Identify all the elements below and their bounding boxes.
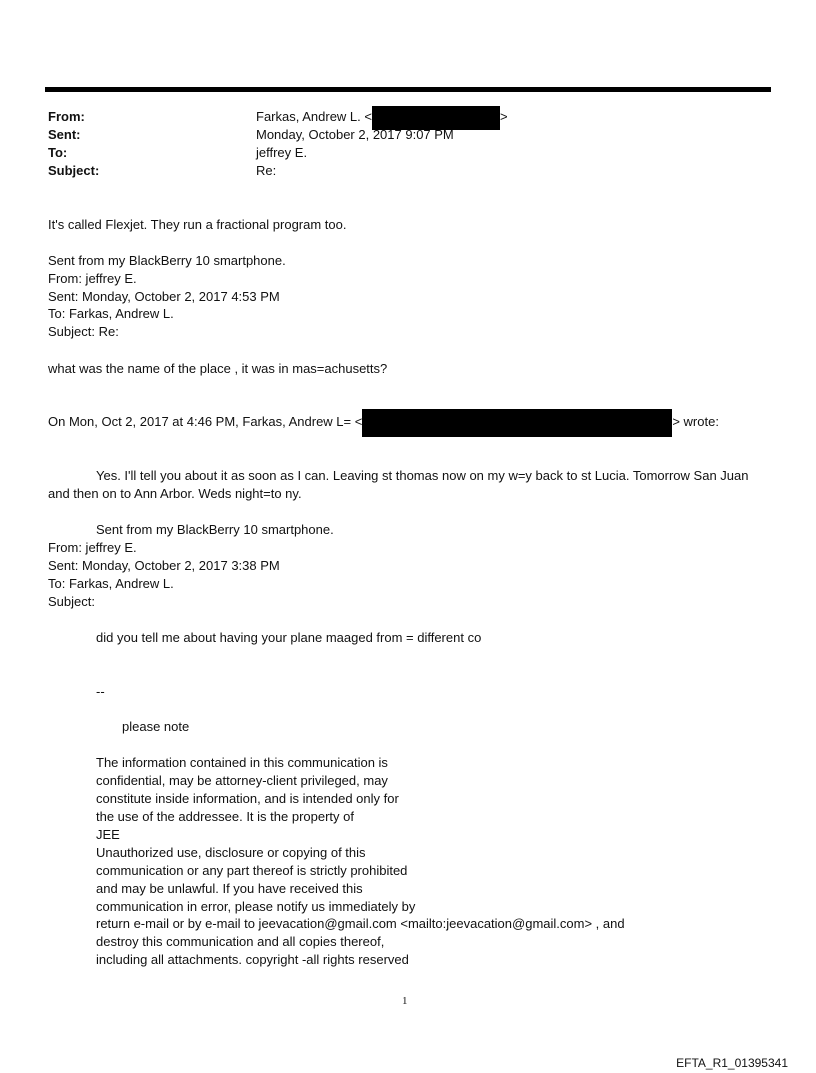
body-line: Sent from my BlackBerry 10 smartphone. [96, 522, 334, 537]
body-line: Sent from my BlackBerry 10 smartphone. [48, 253, 286, 268]
body-line: Sent: Monday, October 2, 2017 3:38 PM [48, 558, 280, 573]
disclaimer-line: constitute inside information, and is intended only for [96, 791, 399, 806]
to-value: jeffrey E. [256, 145, 308, 160]
body-line: Yes. I'll tell you about it as soon as I can. Leaving st thomas now on my w=y back to st Lucia. Tomorrow San Juan [96, 468, 749, 483]
from-name: Farkas, Andrew L. < [256, 109, 372, 124]
disclaimer-line: return e-mail or by e-mail to jeevacation@gmail.com <mailto:jeevacation@gmail.com> , and [96, 916, 625, 931]
from-label: From: [48, 109, 85, 124]
disclaimer-line: communication in error, please notify us immediately by [96, 899, 416, 914]
body-line: Subject: [48, 594, 95, 609]
body-line: From: jeffrey E. [48, 271, 137, 286]
header-rule [45, 87, 771, 92]
disclaimer-line: and may be unlawful. If you have received this [96, 881, 363, 896]
subject-label: Subject: [48, 163, 100, 178]
quote-header [48, 413, 719, 431]
disclaimer-line: communication or any part thereof is strictly prohibited [96, 863, 408, 878]
from-suffix: > [499, 109, 508, 124]
subject-value: Re: [256, 163, 277, 178]
disclaimer-line: Unauthorized use, disclosure or copying of this [96, 845, 366, 860]
sent-value: Monday, October 2, 2017 9:07 PM [256, 127, 454, 142]
redaction-box [362, 409, 672, 437]
body-line: From: jeffrey E. [48, 540, 137, 555]
to-label: To: [48, 145, 68, 160]
disclaimer-line: confidential, may be attorney-client privileged, may [96, 773, 388, 788]
body-line: did you tell me about having your plane maaged from = different co [96, 630, 482, 645]
from-value [256, 108, 508, 126]
body-line: Subject: Re: [48, 324, 119, 339]
disclaimer-line: JEE [96, 827, 120, 842]
body-line: It's called Flexjet. They run a fractional program too. [48, 217, 347, 232]
body-line: please note [122, 719, 190, 734]
body-line: and then on to Ann Arbor. Weds night=to ny. [48, 486, 302, 501]
quote-prefix: On Mon, Oct 2, 2017 at 4:46 PM, Farkas, Andrew L= < [48, 414, 363, 429]
signature-separator: -- [96, 684, 105, 699]
disclaimer-line: the use of the addressee. It is the property of [96, 809, 354, 824]
page-number: 1 [402, 995, 408, 1007]
body-line: what was the name of the place , it was in mas=achusetts? [48, 361, 388, 376]
disclaimer-line: including all attachments. copyright -all rights reserved [96, 952, 409, 967]
document-id: EFTA_R1_01395341 [676, 1056, 788, 1070]
disclaimer-line: destroy this communication and all copies thereof, [96, 934, 385, 949]
body-line: To: Farkas, Andrew L. [48, 306, 174, 321]
body-line: To: Farkas, Andrew L. [48, 576, 174, 591]
body-line: Sent: Monday, October 2, 2017 4:53 PM [48, 289, 280, 304]
quote-suffix: > wrote: [672, 414, 719, 429]
disclaimer-line: The information contained in this communication is [96, 755, 388, 770]
sent-label: Sent: [48, 127, 81, 142]
